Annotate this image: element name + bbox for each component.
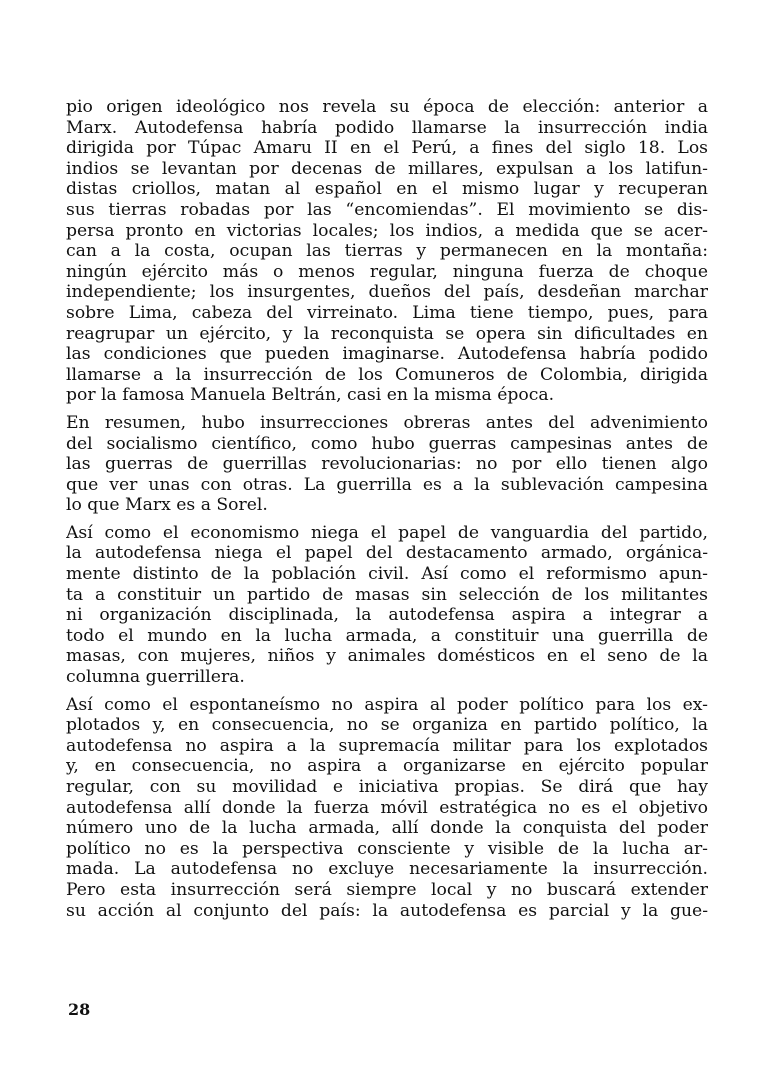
text-line: Así como el economismo niega el papel de vanguardia del partido, [66, 522, 708, 543]
text-line: masas, con mujeres, niños y animales domésticos en el seno de la [66, 646, 708, 667]
text-line: can a la costa, ocupan las tierras y permanecen en la montaña: [66, 241, 708, 262]
text-line: En resumen, hubo insurrecciones obreras antes del advenimiento [66, 412, 708, 433]
text-line: columna guerrillera. [66, 667, 245, 688]
text-line: que ver unas con otras. La guerrilla es a la sublevación campesina [66, 474, 708, 495]
text-line: indios se levantan por decenas de millares, expulsan a los latifun- [66, 158, 708, 179]
text-line: lo que Marx es a Sorel. [66, 495, 268, 516]
text-line: ningún ejército más o menos regular, ninguna fuerza de choque [66, 261, 708, 282]
page-text-block [66, 97, 708, 928]
text-line: Así como el espontaneísmo no aspira al poder político para los ex- [66, 694, 708, 715]
text-line: por la famosa Manuela Beltrán, casi en la misma época. [66, 385, 555, 406]
text-line: ta a constituir un partido de masas sin selección de los militantes [66, 584, 708, 605]
text-line: sus tierras robadas por las “encomiendas”. El movimiento se dis- [66, 199, 708, 220]
text-line: sobre Lima, cabeza del virreinato. Lima tiene tiempo, pues, para [66, 302, 708, 323]
text-line: autodefensa allí donde la fuerza móvil estratégica no es el objetivo [66, 797, 708, 818]
paragraph [66, 413, 708, 516]
page-number: 28 [68, 1000, 91, 1019]
text-line: del socialismo científico, como hubo guerras campesinas antes de [66, 433, 708, 454]
text-line: independiente; los insurgentes, dueños del país, desdeñan marchar [66, 282, 708, 303]
text-line: plotados y, en consecuencia, no se organiza en partido político, la [66, 715, 708, 736]
text-line: número uno de la lucha armada, allí donde la conquista del poder [66, 818, 708, 839]
text-line: la autodefensa niega el papel del destacamento armado, orgánica- [66, 543, 708, 564]
text-line: mente distinto de la población civil. Así como el reformismo apun- [66, 564, 708, 585]
paragraph [66, 97, 708, 406]
text-line: ni organización disciplinada, la autodefensa aspira a integrar a [66, 605, 708, 626]
text-line: persa pronto en victorias locales; los indios, a medida que se acer- [66, 220, 708, 241]
text-line: mada. La autodefensa no excluye necesariamente la insurrección. [66, 859, 708, 880]
text-line: llamarse a la insurrección de los Comuneros de Colombia, dirigida [66, 364, 708, 385]
text-line: su acción al conjunto del país: la autodefensa es parcial y la gue- [66, 900, 708, 921]
text-line: distas criollos, matan al español en el mismo lugar y recuperan [66, 179, 708, 200]
text-line: dirigida por Túpac Amaru II en el Perú, a fines del siglo 18. Los [66, 138, 708, 159]
text-line: regular, con su movilidad e iniciativa propias. Se dirá que hay [66, 777, 708, 797]
text-line: Marx. Autodefensa habría podido llamarse la insurrección india [66, 117, 708, 138]
text-line: y, en consecuencia, no aspira a organizarse en ejército popular [66, 756, 708, 777]
text-line: todo el mundo en la lucha armada, a constituir una guerrilla de [66, 625, 708, 646]
text-line: pio origen ideológico nos revela su época de elección: anterior a [66, 97, 708, 117]
text-line: político no es la perspectiva consciente y visible de la lucha ar- [66, 838, 708, 859]
text-line: Pero esta insurrección será siempre local y no buscará extender [66, 879, 708, 900]
text-line: reagrupar un ejército, y la reconquista se opera sin dificultades en [66, 323, 708, 344]
text-line: las guerras de guerrillas revolucionarias: no por ello tienen algo [66, 454, 708, 475]
paragraph [66, 523, 708, 688]
paragraph [66, 695, 708, 922]
text-line: autodefensa no aspira a la supremacía militar para los explotados [66, 735, 708, 756]
text-line: las condiciones que pueden imaginarse. Autodefensa habría podido [66, 344, 708, 365]
